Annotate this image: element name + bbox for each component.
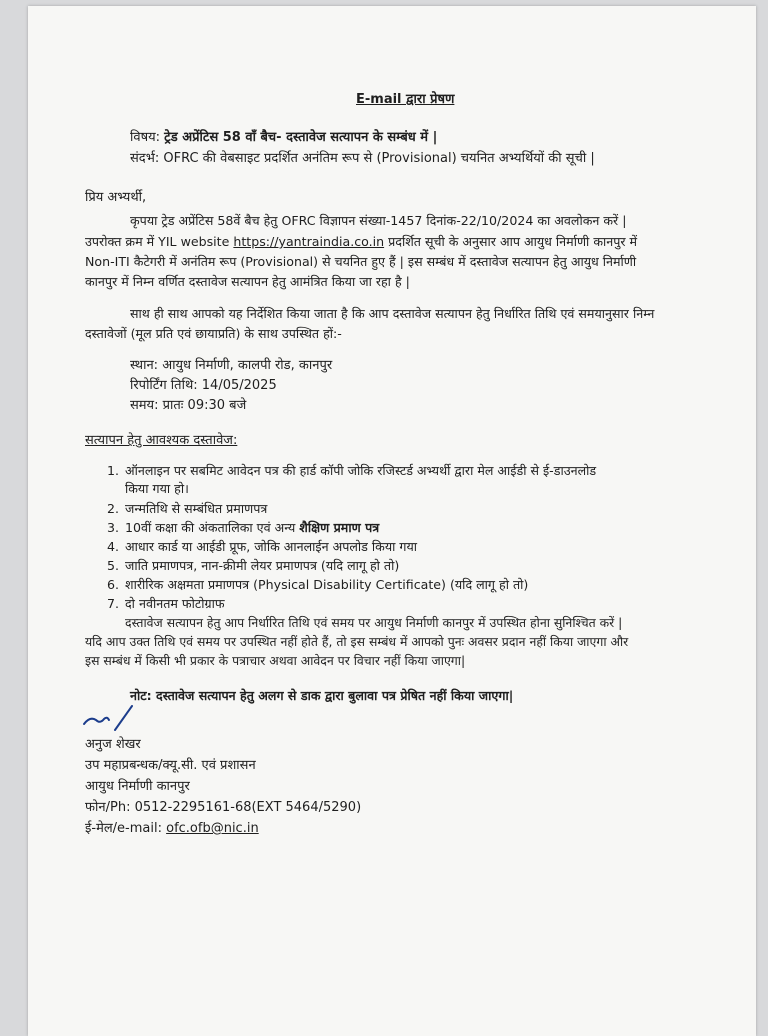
letter-heading: E-mail द्वारा प्रेषण xyxy=(356,92,455,107)
email-link[interactable]: ofc.ofb@nic.in xyxy=(166,821,259,836)
doc-item-2 xyxy=(107,501,267,517)
signatory-email-line xyxy=(85,821,259,837)
para1-line2-rest: प्रदर्शित सूची के अनुसार आप आयुध निर्माणी कानपुर में xyxy=(388,234,638,249)
subject-line xyxy=(130,130,437,146)
para1-line1: कृपया ट्रेड अप्रेंटिस 58वें बैच हेतु OFRC विज्ञापन संख्या-1457 दिनांक-22/10/2024 का अवलोकन करें | xyxy=(130,213,627,228)
salutation: प्रिय अभ्यर्थी, xyxy=(85,190,147,205)
para3-line3: इस सम्बंध में किसी भी प्रकार के पत्राचार अथवा आवेदन पर विचार नहीं किया जाएगा| xyxy=(85,653,466,668)
time-line xyxy=(130,398,246,414)
note-line xyxy=(130,688,513,704)
signatory-phone: फोन/Ph: 0512-2295161-68(EXT 5464/5290) xyxy=(85,800,362,815)
para1-line4: कानपुर में निम्न वर्णित दस्तावेज सत्यापन हेतु आमंत्रित किया जा रहा है | xyxy=(85,274,410,289)
signatory-name: अनुज शेखर xyxy=(85,737,141,752)
doc-text: जाति प्रमाणपत्र, नान-क्रीमी लेयर प्रमाणपत्र (यदि लागू हो तो) xyxy=(125,558,400,573)
email-label: ई-मेल/e-mail: xyxy=(85,821,162,836)
time-value: प्रातः 09:30 बजे xyxy=(162,398,247,413)
signatory-office: आयुध निर्माणी कानपुर xyxy=(85,779,190,794)
signature-mark xyxy=(82,702,142,734)
doc-item-5 xyxy=(107,558,399,574)
doc-number: 4. xyxy=(107,539,120,554)
doc-number: 2. xyxy=(107,501,120,516)
date-label: रिपोर्टिंग तिथि: xyxy=(130,378,198,393)
venue-value: आयुध निर्माणी, कालपी रोड, कानपुर xyxy=(162,358,333,373)
reference-label: संदर्भ: xyxy=(130,151,160,166)
venue-label: स्थान: xyxy=(130,358,159,373)
para2-line1: साथ ही साथ आपको यह निर्देशित किया जाता है कि आप दस्तावेज सत्यापन हेतु निर्धारित तिथि एवं समयानुसार निम्न xyxy=(130,306,655,321)
doc-text: दो नवीनतम फोटोग्राफ xyxy=(125,596,225,611)
doc-number: 3. xyxy=(107,520,120,535)
reference-line xyxy=(130,151,595,167)
doc-item-1 xyxy=(107,463,596,479)
subject-label: विषय: xyxy=(130,130,161,145)
doc-item-7 xyxy=(107,596,225,612)
doc-text: जन्मतिथि से सम्बंधित प्रमाणपत्र xyxy=(125,501,268,516)
para3-line1: दस्तावेज सत्यापन हेतु आप निर्धारित तिथि एवं समय पर आयुध निर्माणी कानपुर में उपस्थित होना सुनिश्चित करें | xyxy=(125,615,623,630)
subject-text: ट्रेड अप्रेंटिस 58 वाँ बैच- दस्तावेज सत्यापन के सम्बंध में | xyxy=(164,130,438,145)
doc-item-1-cont: किया गया हो। xyxy=(125,481,189,496)
doc-text: ऑनलाइन पर सबमिट आवेदन पत्र की हार्ड कॉपी जोकि रजिस्टर्ड अभ्यर्थी द्वारा मेल आईडी से ई-डाउनलोड xyxy=(125,463,597,478)
venue-line xyxy=(130,358,332,374)
doc-number: 7. xyxy=(107,596,120,611)
doc-text-bold: शैक्षिण प्रमाण पत्र xyxy=(299,520,380,535)
doc-number: 1. xyxy=(107,463,120,478)
doc-number: 5. xyxy=(107,558,120,573)
doc-item-4 xyxy=(107,539,417,555)
time-label: समय: xyxy=(130,398,159,413)
para2-line2: दस्तावेजों (मूल प्रति एवं छायाप्रति) के साथ उपस्थित हों:- xyxy=(85,326,342,341)
docs-heading: सत्यापन हेतु आवश्यक दस्तावेज: xyxy=(85,433,238,448)
doc-text: आधार कार्ड या आईडी प्रूफ, जोकि आनलाईन अपलोड किया गया xyxy=(125,539,418,554)
para1-line2 xyxy=(85,234,637,250)
website-link[interactable]: https://yantraindia.co.in xyxy=(233,234,385,249)
doc-text: शारीरिक अक्षमता प्रमाणपत्र (Physical Disability Certificate) (यदि लागू हो तो) xyxy=(125,577,529,592)
doc-item-3 xyxy=(107,520,379,536)
doc-number: 6. xyxy=(107,577,120,592)
date-value: 14/05/2025 xyxy=(201,378,277,393)
para3-line2: यदि आप उक्त तिथि एवं समय पर उपस्थित नहीं होते हैं, तो इस सम्बंध में आपको पुनः अवसर प्रदान नहीं किया जाएगा और xyxy=(85,634,629,649)
reference-text: OFRC की वेबसाइट प्रदर्शित अनंतिम रूप से (Provisional) चयनित अभ्यर्थियों की सूची | xyxy=(163,151,595,166)
doc-item-6 xyxy=(107,577,528,593)
doc-text: 10वीं कक्षा की अंकतालिका एवं अन्य xyxy=(125,520,296,535)
note-label: नोट: xyxy=(130,688,152,703)
note-text: दस्तावेज सत्यापन हेतु अलग से डाक द्वारा बुलावा पत्र प्रेषित नहीं किया जाएगा| xyxy=(156,688,514,703)
date-line xyxy=(130,378,277,394)
signatory-designation: उप महाप्रबन्धक/क्यू.सी. एवं प्रशासन xyxy=(85,758,256,773)
para1-line3: Non-ITI कैटेगरी में अनंतिम रूप (Provisional) से चयनित हुए हैं | इस सम्बंध में दस्तावेज सत्यापन हेतु आयुध निर्माणी xyxy=(85,254,637,269)
website-label: उपरोक्त क्रम में YIL website xyxy=(85,234,230,249)
